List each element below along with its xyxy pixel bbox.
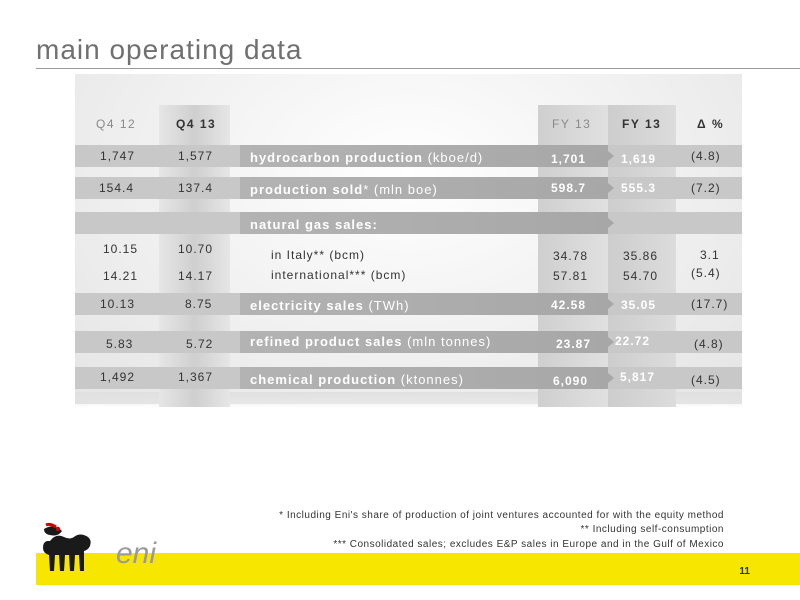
cell-delta: (17.7): [691, 297, 729, 311]
cell-fy-13-b: 35.05: [621, 298, 657, 312]
cell-fy-13-a: 598.7: [551, 181, 587, 195]
cell-fy-13-b: 5,817: [620, 370, 656, 384]
cell-q4-12: 10.15: [103, 242, 139, 256]
row-label-unit: * (mln boe): [363, 182, 438, 197]
cell-fy-13-a: 23.87: [556, 337, 592, 351]
row-label-unit: (TWh): [363, 298, 410, 313]
cell-fy-13-b: 54.70: [623, 269, 659, 283]
row-label: [250, 217, 378, 232]
title-rule: [36, 68, 800, 69]
row-label-unit: (mln tonnes): [402, 334, 492, 349]
cell-q4-12: 5.83: [106, 337, 134, 351]
logo-text: eni: [116, 537, 157, 570]
footnote: * Including Eni's share of production of joint ventures accounted for with the equity method: [279, 510, 724, 521]
cell-q4-13: 1,577: [178, 149, 214, 163]
cell-q4-13: 5.72: [186, 337, 214, 351]
row-label: [250, 182, 438, 197]
footnote: *** Consolidated sales; excludes E&P sales in Europe and in the Gulf of Mexico: [333, 539, 724, 550]
row-label-bold: refined product sales: [250, 334, 403, 349]
row-label-unit: (kboe/d): [422, 150, 484, 165]
row-label: [250, 334, 491, 349]
row-label: in Italy** (bcm): [271, 248, 366, 262]
footnote: ** Including self-consumption: [580, 524, 724, 535]
cell-fy-13-a: 1,701: [551, 152, 587, 166]
cell-q4-12: 10.13: [100, 297, 136, 311]
row-label-bold: production sold: [250, 182, 364, 197]
cell-q4-13: 14.17: [178, 269, 214, 283]
cell-delta: (5.4): [691, 266, 721, 280]
cell-delta: (4.8): [694, 337, 724, 351]
cell-delta: (7.2): [691, 181, 721, 195]
cell-fy-13-b: 555.3: [621, 181, 657, 195]
cell-q4-12: 154.4: [99, 181, 135, 195]
row-label: [250, 298, 410, 313]
header-fy-13-b: FY 13: [622, 117, 662, 131]
cell-fy-13-b: 22.72: [615, 334, 651, 348]
cell-fy-13-b: 35.86: [623, 249, 659, 263]
cell-delta: (4.8): [691, 149, 721, 163]
cell-fy-13-a: 42.58: [551, 298, 587, 312]
row-label-bold: natural gas sales:: [250, 217, 378, 232]
row-label: [250, 372, 464, 387]
cell-q4-12: 14.21: [103, 269, 139, 283]
cell-q4-13: 1,367: [178, 370, 214, 384]
header-fy-13-a: FY 13: [552, 117, 592, 131]
row-label-unit: (ktonnes): [396, 372, 464, 387]
cell-delta: (4.5): [691, 373, 721, 387]
cell-delta: 3.1: [700, 248, 720, 262]
cell-q4-13: 137.4: [178, 181, 214, 195]
cell-fy-13-b: 1,619: [621, 152, 657, 166]
cell-q4-13: 10.70: [178, 242, 214, 256]
header-q4-12: Q4 12: [96, 117, 137, 131]
row-label-bold: hydrocarbon production: [250, 150, 423, 165]
cell-q4-12: 1,747: [100, 149, 136, 163]
cell-fy-13-a: 57.81: [553, 269, 589, 283]
eni-logo: [36, 515, 166, 585]
row-label-bold: electricity sales: [250, 298, 364, 313]
page-title: main operating data: [36, 34, 303, 65]
cell-q4-13: 8.75: [185, 297, 213, 311]
row-label: [250, 150, 483, 165]
header-q4-13: Q4 13: [176, 117, 217, 131]
row-label-bold: chemical production: [250, 372, 397, 387]
table-row: [75, 212, 742, 234]
cell-fy-13-a: 34.78: [553, 249, 589, 263]
row-label: international*** (bcm): [271, 268, 407, 282]
header-delta: Δ %: [697, 117, 725, 131]
cell-q4-12: 1,492: [100, 370, 136, 384]
cell-fy-13-a: 6,090: [553, 374, 589, 388]
page-number: 11: [739, 566, 750, 577]
